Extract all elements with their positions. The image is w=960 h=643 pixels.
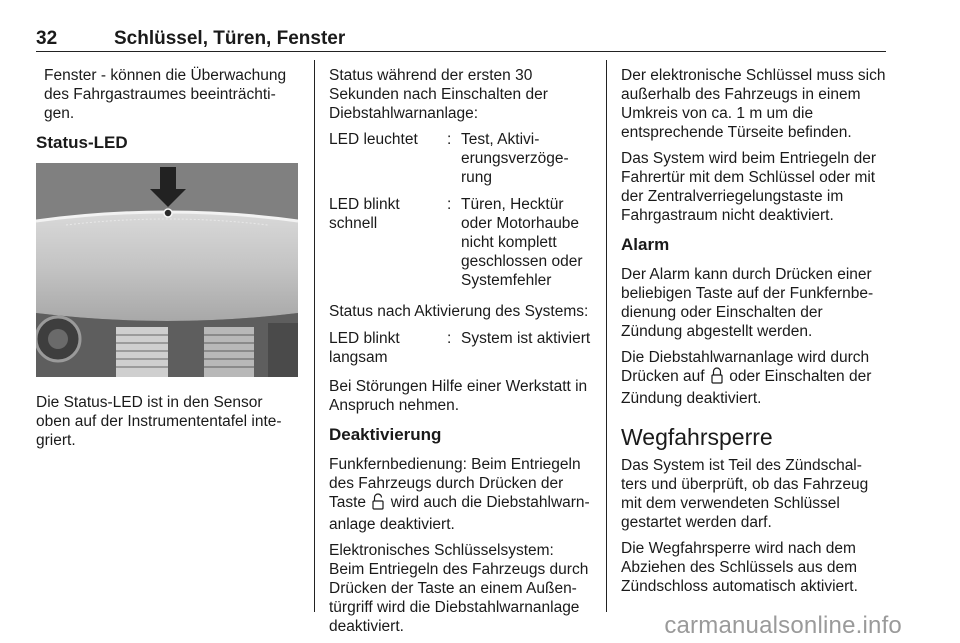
unlock-icon [372,493,384,515]
immobilizer-text: Das System ist Teil des Zündschal-ters und überprüft, ob das Fahrzeug mit dem verwendeten Schlüssel gestartet werden darf. [621,457,869,531]
alarm-deact-end: oder Einschalten der Zündung deaktiviert. [621,368,872,407]
fault-text: Bei Störungen Hilfe einer Werkstatt in Anspruch nehmen. [329,378,588,414]
status-separator: : [447,131,452,148]
electronic-key-text: Elektronisches Schlüsselsystem: Beim Entriegeln des Fahrzeugs durch Drücken der Taste an einem Außen-türgriff wird die Diebstahlwarnanlage deaktiviert. [329,542,589,635]
remote-text-end: wird auch die Diebstahlwarn-anlage deaktiviert. [329,494,590,533]
status-separator: : [447,196,452,213]
deactivation-heading: Deaktivierung [329,425,442,444]
immobilizer-text-2: Die Wegfahrsperre wird nach dem Abziehen des Schlüssels aus dem Zündschloss automatisch aktiviert. [621,540,858,595]
status-value: Test, Aktivi-erungsverzöge-rung [461,131,569,186]
lock-icon [711,367,723,389]
remote-deactivation-text [329,455,591,534]
alarm-text: Der Alarm kann durch Drücken einer beliebigen Taste auf der Funkfernbe-dienung oder Einschalten der Zündung abgestellt werden. [621,266,874,340]
status-intro: Status während der ersten 30 Sekunden nach Einschalten der Diebstahlwarnanlage: [329,67,548,122]
column-divider-1 [314,60,315,612]
dashboard-sensor-figure [36,163,298,377]
status-value: Türen, Hecktür oder Motorhaube nicht komplett geschlossen oder Systemfehler [461,196,583,289]
watermark: carmanualsonline.info [664,612,902,639]
status-row-led-slow [329,329,591,367]
column-1 [36,66,298,457]
status-label: LED blinkt langsam [329,330,400,366]
column-3 [621,66,886,603]
chapter-title: Schlüssel, Türen, Fenster [114,28,346,49]
figure-caption: Die Status-LED ist in den Sensor oben auf der Instrumententafel inte-griert. [36,394,282,449]
alarm-deact-start: Die Diebstahlwarnanlage wird durch Drücken auf [621,349,870,385]
dashboard-illustration [36,163,298,377]
key-range-text: Der elektronische Schlüssel muss sich außerhalb des Fahrzeugs in einem Umkreis von ca. 1 m um die entsprechende Türseite befinden. [621,67,886,141]
status-separator: : [447,330,452,347]
status-after-text: Status nach Aktivierung des Systems: [329,303,589,320]
header-rule [36,51,886,52]
page-header [36,28,886,50]
status-row-led-on [329,130,591,187]
intro-text: Fenster - können die Überwachung des Fahrgastraumes beeinträchti-gen. [44,67,287,122]
status-label: LED blinkt schnell [329,196,400,232]
column-divider-2 [606,60,607,612]
column-2 [329,66,591,643]
immobilizer-heading: Wegfahrsperre [621,424,773,450]
status-label: LED leuchtet [329,131,418,148]
deactivation-note: Das System wird beim Entriegeln der Fahrertür mit dem Schlüssel oder mit der Zentralverriegelungstaste im Fahrgastraum nicht deaktiviert. [621,150,876,224]
status-led-heading: Status-LED [36,133,128,152]
alarm-deactivation-text [621,348,886,408]
status-row-led-fast [329,195,591,290]
status-value: System ist aktiviert [461,330,591,347]
remote-text-start: Funkfernbedienung: Beim Entriegeln des Fahrzeugs durch Drücken der Taste [329,456,581,511]
page-number: 32 [36,28,58,49]
alarm-heading: Alarm [621,235,670,254]
